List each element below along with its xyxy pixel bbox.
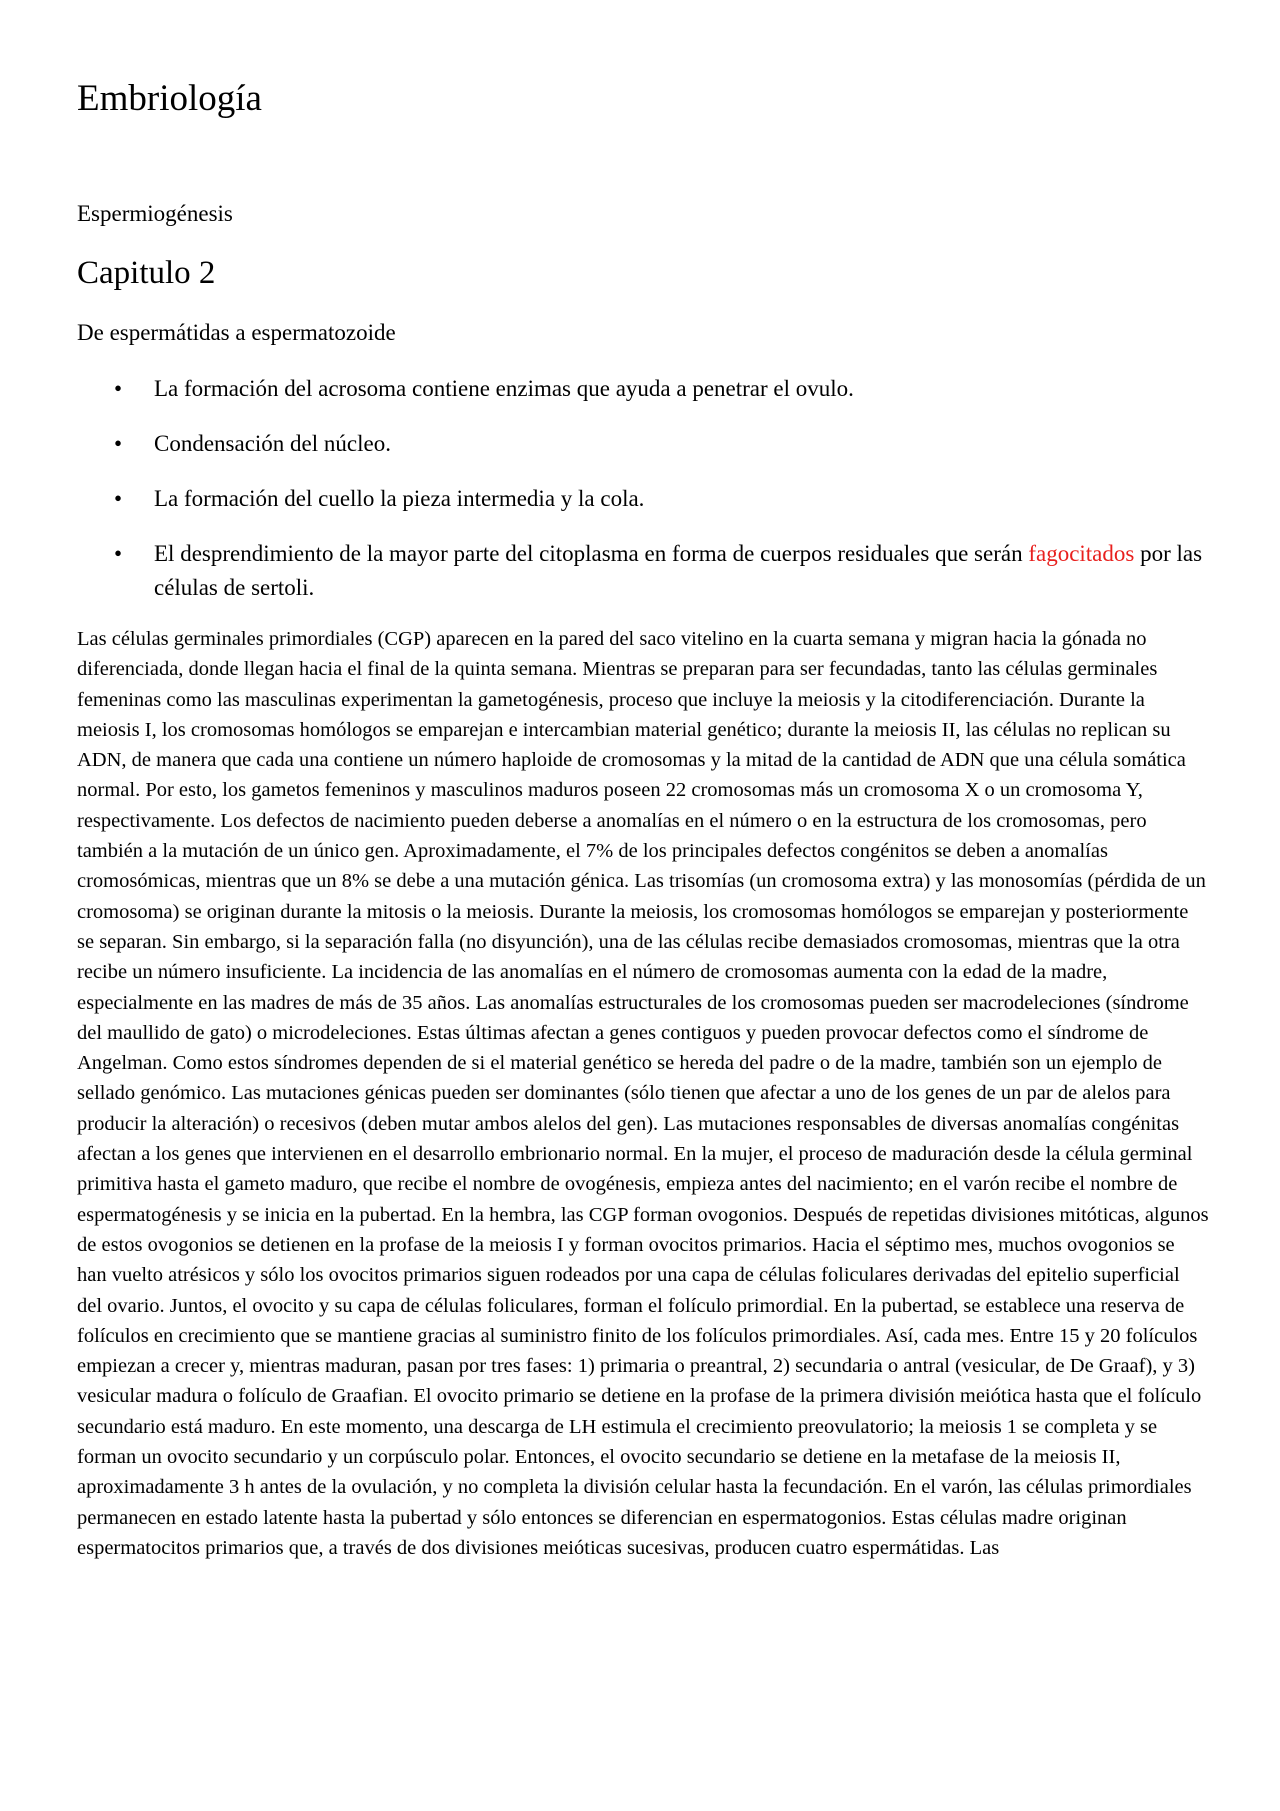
list-item-text: Condensación del núcleo. [154,431,391,456]
bullet-list [77,372,1207,626]
list-item [77,537,1207,605]
bullet-icon: • [114,376,123,401]
list-item-text: La formación del acrosoma contiene enzimas que ayuda a penetrar el ovulo. [154,376,854,401]
bullet-icon: • [114,431,123,456]
subtitle: Espermiogénesis [77,201,233,226]
list-item [77,482,1207,516]
bullet-icon: • [114,541,123,566]
section-heading: De espermátidas a espermatozoide [77,320,396,345]
list-item-text: La formación del cuello la pieza intermedia y la cola. [154,486,645,511]
list-item-text-end: por las células de sertoli. [154,541,1203,600]
bullet-icon: • [114,486,123,511]
list-item-text-start: El desprendimiento de la mayor parte del citoplasma en forma de cuerpos residuales que serán [154,541,1029,566]
chapter-heading: Capitulo 2 [77,255,216,291]
body-paragraph: Las células germinales primordiales (CGP) aparecen en la pared del saco vitelino en la cuarta semana y migran hacia la gónada no diferenciada, donde llegan hacia el final de la quinta semana. Mientras se preparan para ser fecundadas, tanto las células germinales femeninas como las masculinas experimentan la gametogénesis, proceso que incluye la meiosis y la citodiferenciación. Durante la meiosis I, los cromosomas homólogos se emparejan e intercambian material genético; durante la meiosis II, las células no replican su ADN, de manera que cada una contiene un número haploide de cromosomas y la mitad de la cantidad de ADN que una célula somática normal. Por esto, los gametos femeninos y masculinos maduros poseen 22 cromosomas más un cromosoma X o un cromosoma Y, respectivamente. Los defectos de nacimiento pueden deberse a anomalías en el número o en la estructura de los cromosomas, pero también a la mutación de un único gen. Aproximadamente, el 7% de los principales defectos congénitos se deben a anomalías cromosómicas, mientras que un 8% se debe a una mutación génica. Las trisomías (un cromosoma extra) y las monosomías (pérdida de un cromosoma) se originan durante la mitosis o la meiosis. Durante la meiosis, los cromosomas homólogos se emparejan y posteriormente se separan. Sin embargo, si la separación falla (no disyunción), una de las células recibe demasiados cromosomas, mientras que la otra recibe un número insuficiente. La incidencia de las anomalías en el número de cromosomas aumenta con la edad de la madre, especialmente en las madres de más de 35 años. Las anomalías estructurales de los cromosomas pueden ser macrodeleciones (síndrome del maullido de gato) o microdeleciones. Estas últimas afectan a genes contiguos y pueden provocar defectos como el síndrome de Angelman. Como estos síndromes dependen de si el material genético se hereda del padre o de la madre, también son un ejemplo de sellado genómico. Las mutaciones génicas pueden ser dominantes (sólo tienen que afectar a uno de los genes de un par de alelos para producir la alteración) o recesivos (deben mutar ambos alelos del gen). Las mutaciones responsables de diversas anomalías congénitas afectan a los genes que intervienen en el desarrollo embrionario normal. En la mujer, el proceso de maduración desde la célula germinal primitiva hasta el gameto maduro, que recibe el nombre de ovogénesis, empieza antes del nacimiento; en el varón recibe el nombre de espermatogénesis y se inicia en la pubertad. En la hembra, las CGP forman ovogonios. Después de repetidas divisiones mitóticas, algunos de estos ovogonios se detienen en la profase de la meiosis I y forman ovocitos primarios. Hacia el séptimo mes, muchos ovogonios se han vuelto atrésicos y sólo los ovocitos primarios siguen rodeados por una capa de células foliculares derivadas del epitelio superficial del ovario. Juntos, el ovocito y su capa de células foliculares, forman el folículo primordial. En la pubertad, se establece una reserva de folículos en crecimiento que se mantiene gracias al suministro finito de los folículos primordiales. Así, cada mes. Entre 15 y 20 folículos empiezan a crecer y, mientras maduran, pasan por tres fases: 1) primaria o preantral, 2) secundaria o antral (vesicular, de De Graaf), y 3) vesicular madura o folículo de Graafian. El ovocito primario se detiene en la profase de la primera división meiótica hasta que el folículo secundario está maduro. En este momento, una descarga de LH estimula el crecimiento preovulatorio; la meiosis 1 se completa y se forman un ovocito secundario y un corpúsculo polar. Entonces, el ovocito secundario se detiene en la metafase de la meiosis II, aproximadamente 3 h antes de la ovulación, y no completa la división celular hasta la fecundación. En el varón, las células primordiales permanecen en estado latente hasta la pubertad y sólo entonces se diferencian en espermatogonios. Estas células madre originan espermatocitos primarios que, a través de dos divisiones meióticas sucesivas, producen cuatro espermátidas. Las [77,628,1209,1559]
list-item [77,427,1207,461]
document-title: Embriología [77,78,262,119]
list-item [77,372,1207,406]
highlighted-term: fagocitados [1028,541,1135,566]
